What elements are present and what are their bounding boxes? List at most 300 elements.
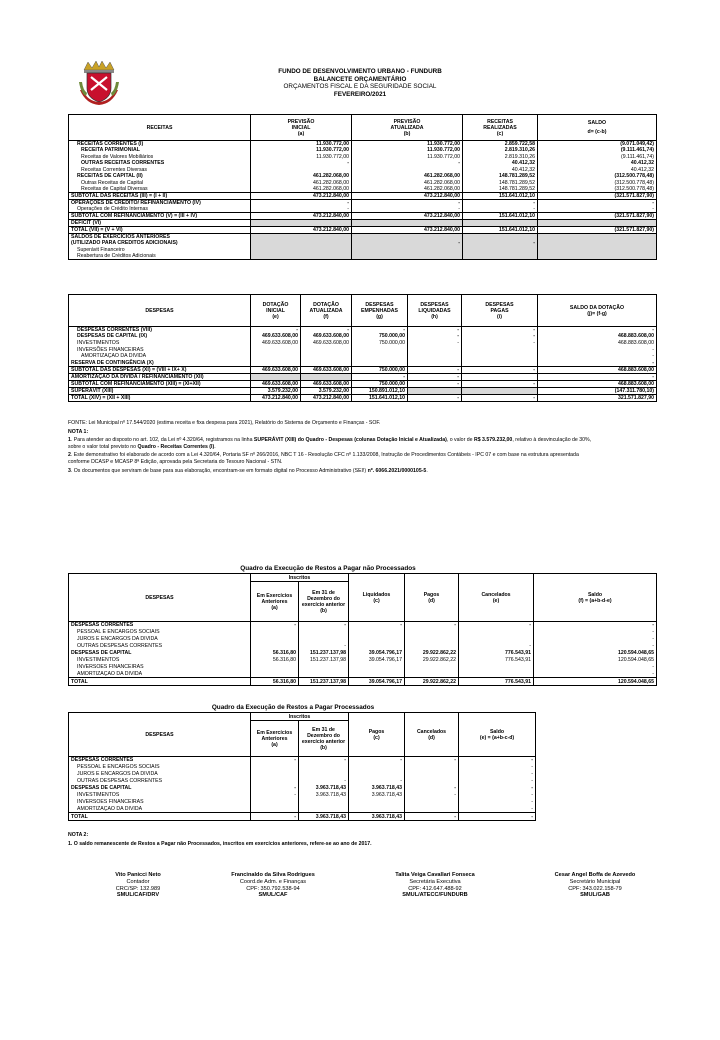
row-label: Receitas Correntes Diversas xyxy=(69,167,251,174)
value-cell xyxy=(462,387,538,394)
rpp-pagos-header: Pagos (c) xyxy=(349,713,405,757)
value-cell: - xyxy=(251,792,299,799)
value-cell: 473.212.840,00 xyxy=(352,193,463,200)
row-label: AMORTIZAÇÃO DA DÍVIDA xyxy=(69,806,251,813)
rpp-row xyxy=(69,799,536,806)
value-cell: - xyxy=(652,622,654,629)
value-cell: - xyxy=(652,670,654,677)
value-cell xyxy=(299,764,349,771)
value-cell: - xyxy=(408,333,462,340)
rpnp-saldo-header: Saldo (f) = (a+b-d-e) xyxy=(534,574,657,622)
value-cell xyxy=(301,359,352,366)
row-label: TOTAL xyxy=(69,678,251,686)
rpp-row xyxy=(69,785,536,792)
signer-unit: SMUL/CAF/DRV xyxy=(116,892,160,899)
rpnp-despesas-header: DESPESAS xyxy=(69,574,251,622)
value-cell: 750.000,00 xyxy=(352,340,408,347)
value-cell xyxy=(405,643,459,650)
value-cell xyxy=(301,353,352,360)
despesas-row xyxy=(69,340,657,347)
value-cell: 469.633.608,00 xyxy=(301,333,352,340)
value-cell: - xyxy=(352,160,463,167)
value-cell: 148.781.289,52 xyxy=(463,173,538,180)
rpnp-row xyxy=(69,664,657,671)
row-label: AMORTIZAÇÃO DA DÍVIDA xyxy=(69,353,251,360)
report-title: BALANCETE ORÇAMENTÁRIO xyxy=(313,75,407,83)
value-cell: - xyxy=(531,799,533,805)
value-cell: - xyxy=(299,622,349,629)
value-cell: 151.641.012,10 xyxy=(463,227,538,234)
rpnp-pagos-header: Pagos (d) xyxy=(405,574,459,622)
value-cell: - xyxy=(652,636,654,642)
value-cell: - xyxy=(301,327,352,334)
rpp-row xyxy=(69,757,536,764)
receitas-row xyxy=(69,220,657,227)
despesas-pagas-header: DESPESAS PAGAS (i) xyxy=(462,295,538,327)
value-cell xyxy=(349,799,405,806)
value-cell: 2.819.310,26 xyxy=(463,147,538,154)
receitas-row xyxy=(69,193,657,200)
value-cell: - xyxy=(462,366,538,373)
value-cell: 776.543,91 xyxy=(459,678,534,686)
rpp-row xyxy=(69,771,536,778)
value-cell: 469.633.608,00 xyxy=(251,333,301,340)
value-cell: 469.633.608,00 xyxy=(251,340,301,347)
row-label: INVERSÕES FINANCEIRAS xyxy=(69,799,251,806)
value-cell: 3.963.718,43 xyxy=(299,813,349,821)
value-cell xyxy=(251,671,299,678)
row-label: OUTRAS DESPESAS CORRENTES xyxy=(69,778,251,785)
value-cell xyxy=(299,671,349,678)
value-cell xyxy=(349,764,405,771)
row-label: Operações de Crédito Internas xyxy=(69,206,251,213)
value-cell xyxy=(405,664,459,671)
value-cell: 468.883.608,00 xyxy=(617,366,654,373)
value-cell: 473.212.840,00 xyxy=(352,213,463,220)
value-cell: - xyxy=(462,340,538,347)
value-cell xyxy=(251,664,299,671)
rpp-row xyxy=(69,778,536,785)
row-label: PESSOAL E ENCARGOS SOCIAIS xyxy=(69,764,251,771)
value-cell: - xyxy=(251,327,301,334)
value-cell: 3.579.232,00 xyxy=(251,387,301,394)
row-label: DESPESAS CORRENTES xyxy=(69,757,251,764)
value-cell: 473.212.840,00 xyxy=(251,227,352,234)
dotacao-inicial-header: DOTAÇÃO INICIAL (e) xyxy=(251,295,301,327)
notes-section-2 xyxy=(68,832,660,849)
value-cell: 39.054.796,17 xyxy=(349,657,405,664)
row-label: Receitas de Capital Diversas xyxy=(69,186,251,193)
row-label: Superávit Financeiro xyxy=(69,247,251,254)
value-cell xyxy=(459,671,534,678)
signer-name: Talita Veiga Cavallari Fonseca xyxy=(395,872,475,878)
despesas-row xyxy=(69,353,657,360)
receitas-realizadas-header: RECEITAS REALIZADAS (c) xyxy=(463,115,538,141)
row-label: RECEITA PATRIMONIAL xyxy=(69,147,251,154)
rpnp-inscritos-header: Inscritos xyxy=(251,574,349,582)
rpnp-row xyxy=(69,650,657,657)
value-cell: - xyxy=(408,366,462,373)
value-cell: (321.571.827,90) xyxy=(614,213,654,219)
value-cell: - xyxy=(652,353,654,360)
value-cell: - xyxy=(531,757,533,764)
value-cell: - xyxy=(299,643,349,650)
value-cell xyxy=(251,764,299,771)
row-label: DESPESAS DE CAPITAL (IX) xyxy=(69,333,251,340)
value-cell xyxy=(251,778,299,785)
value-cell: - xyxy=(405,622,459,629)
value-cell: - xyxy=(531,771,533,777)
value-cell: - xyxy=(462,327,538,334)
report-header xyxy=(160,68,560,98)
value-cell: - xyxy=(408,340,462,347)
rpnp-row xyxy=(69,678,657,686)
value-cell: 11.930.772,00 xyxy=(251,154,352,161)
value-cell: - xyxy=(652,629,654,635)
row-label: SUPERÁVIT (XIII) xyxy=(69,387,251,394)
value-cell xyxy=(405,629,459,636)
value-cell: 468.883.608,00 xyxy=(617,333,654,340)
value-cell xyxy=(405,806,459,813)
coat-of-arms-logo xyxy=(78,60,120,106)
value-cell: (321.571.827,90) xyxy=(614,227,654,233)
value-cell: 39.054.796,17 xyxy=(349,650,405,657)
value-cell: - xyxy=(299,778,349,785)
value-cell: 461.282.068,00 xyxy=(251,180,352,187)
value-cell: 29.922.862,22 xyxy=(405,650,459,657)
despesas-row xyxy=(69,333,657,340)
value-cell xyxy=(251,799,299,806)
rpnp-title: Quadro da Execução de Restos a Pagar não Processados xyxy=(240,565,416,572)
signer-role: Secretário Municipal xyxy=(569,878,621,885)
value-cell: - xyxy=(531,785,533,791)
value-cell: 151.237.137,98 xyxy=(299,650,349,657)
value-cell: - xyxy=(652,643,654,649)
value-cell: - xyxy=(349,757,405,764)
row-label: OPERAÇÕES DE CRÉDITO/ REFINANCIAMENTO (IV) xyxy=(69,200,251,207)
value-cell: 151.237.137,98 xyxy=(299,657,349,664)
rpp-table xyxy=(68,712,536,821)
value-cell xyxy=(251,636,299,643)
value-cell: 469.633.608,00 xyxy=(301,366,352,373)
value-cell: 469.633.608,00 xyxy=(301,340,352,347)
row-label: RECEITAS DE CAPITAL (II) xyxy=(69,173,251,180)
value-cell xyxy=(408,387,462,394)
value-cell xyxy=(251,220,352,227)
value-cell: - xyxy=(652,373,654,380)
value-cell xyxy=(349,664,405,671)
rpp-title: Quadro da Execução de Restos a Pagar Processados xyxy=(211,704,375,711)
rpnp-liquidados-header: Liquidados (c) xyxy=(349,574,405,622)
value-cell: 3.963.718,43 xyxy=(299,785,349,792)
value-cell: 473.212.840,00 xyxy=(251,213,352,220)
despesas-row xyxy=(69,394,657,401)
rpnp-row xyxy=(69,657,657,664)
value-cell: 469.633.608,00 xyxy=(251,366,301,373)
value-cell xyxy=(251,253,352,260)
value-cell xyxy=(405,636,459,643)
value-cell: - xyxy=(405,792,459,799)
value-cell xyxy=(408,353,462,360)
signer-id: CRC/SP: 132.989 xyxy=(115,885,161,892)
value-cell: 11.930.772,00 xyxy=(352,141,463,148)
value-cell: (9.111.461,74) xyxy=(621,153,654,160)
value-cell: - xyxy=(408,327,462,334)
note-3: 3. Os documentos que serviram de base para sua elaboração, encontram-se em formato digital no Processo Administrativo (SEI!) nº. 6066.2021/0000105-5. xyxy=(68,467,428,474)
row-label: SUBTOTAL DAS RECEITAS (III) = (I + II) xyxy=(69,193,251,200)
signature-block xyxy=(203,872,343,899)
value-cell xyxy=(463,253,538,260)
value-cell xyxy=(405,799,459,806)
despesas-header: DESPESAS xyxy=(69,295,251,327)
row-label: DÉFICIT (VI) xyxy=(69,220,251,227)
value-cell: 151.641.012,10 xyxy=(463,193,538,200)
rpnp-dezembro-header: Em 31 de Dezembro do exercício anterior (b) xyxy=(299,582,349,622)
value-cell: 750.000,00 xyxy=(352,366,408,373)
value-cell xyxy=(251,771,299,778)
rpnp-row xyxy=(69,643,657,650)
value-cell xyxy=(301,373,352,380)
value-cell: - xyxy=(531,805,533,812)
value-cell: - xyxy=(463,240,538,247)
value-cell xyxy=(352,359,408,366)
row-label: OUTRAS DESPESAS CORRENTES xyxy=(69,643,251,650)
value-cell: - xyxy=(531,813,533,820)
row-label: OUTRAS RECEITAS CORRENTES xyxy=(69,160,251,167)
signer-name: Francinaldo da Silva Rodrigues xyxy=(231,872,315,878)
signer-role: Contador xyxy=(126,878,150,885)
value-cell xyxy=(251,629,299,636)
value-cell xyxy=(349,671,405,678)
value-cell xyxy=(349,636,405,643)
value-cell: - xyxy=(459,622,534,629)
value-cell xyxy=(462,373,538,380)
despesas-row xyxy=(69,346,657,353)
signer-unit: SMUL/CAF xyxy=(258,892,288,899)
rpnp-row xyxy=(69,622,657,629)
value-cell xyxy=(349,629,405,636)
value-cell: - xyxy=(531,792,533,798)
signer-unit: SMUL/ATECC/FUNDURB xyxy=(402,892,468,899)
rpp-row xyxy=(69,806,536,813)
value-cell xyxy=(408,359,462,366)
value-cell: - xyxy=(531,778,533,784)
value-cell xyxy=(405,771,459,778)
value-cell: 11.930.772,00 xyxy=(251,147,352,154)
value-cell: - xyxy=(408,394,462,401)
value-cell: (147.311.780,10) xyxy=(614,387,654,394)
source-note: FONTE: Lei Municipal nº 17.544/2020 (estima receita e fixa despesa para 2021), Relatório do Sistema de Orçamento e Finanças - SOF. xyxy=(68,420,381,426)
value-cell: - xyxy=(251,200,352,207)
row-label: Outras Receitas de Capital xyxy=(69,180,251,187)
value-cell xyxy=(301,346,352,353)
row-label: SUBTOTAL COM REFINANCIAMENTO (XIII) = (XI+XII) xyxy=(69,380,251,387)
value-cell: 120.594.048,65 xyxy=(617,650,654,656)
value-cell: (9.111.461,74) xyxy=(620,147,654,154)
previsao-atualizada-header: PREVISÃO ATUALIZADA (b) xyxy=(352,115,463,141)
value-cell: - xyxy=(405,813,459,821)
value-cell: 468.883.608,00 xyxy=(617,380,654,387)
row-label: Receitas de Valores Mobiliários xyxy=(69,154,251,161)
value-cell xyxy=(538,220,657,227)
rpp-row xyxy=(69,813,536,821)
value-cell: (312.500.778,48) xyxy=(614,179,654,186)
value-cell xyxy=(251,643,299,650)
row-label: RECEITAS CORRENTES (I) xyxy=(69,141,251,148)
value-cell: 151.237.137,98 xyxy=(299,678,349,686)
value-cell: 473.212.840,00 xyxy=(251,394,301,401)
row-label: DESPESAS DE CAPITAL xyxy=(69,650,251,657)
value-cell: 469.633.608,00 xyxy=(251,380,301,387)
despesas-row xyxy=(69,387,657,394)
nota1-title: NOTA 1: xyxy=(68,428,89,435)
value-cell: - xyxy=(462,333,538,340)
value-cell: - xyxy=(251,813,299,821)
signature-block xyxy=(365,872,505,899)
value-cell xyxy=(299,771,349,778)
value-cell: 56.316,80 xyxy=(251,657,299,664)
value-cell: 469.633.608,00 xyxy=(301,380,352,387)
value-cell: - xyxy=(349,778,405,785)
value-cell xyxy=(405,778,459,785)
value-cell: - xyxy=(463,206,538,213)
rpnp-anteriores-header: Em Exercícios Anteriores (a) xyxy=(251,582,299,622)
value-cell xyxy=(251,373,301,380)
rpp-dezembro-header: Em 31 de Dezembro do exercício anterior (b) xyxy=(299,721,349,757)
signer-name: Vito Panicci Neto xyxy=(115,872,161,878)
value-cell: 3.963.718,43 xyxy=(349,813,405,821)
value-cell: 151.641.012,10 xyxy=(352,394,408,401)
receitas-row xyxy=(69,253,657,260)
value-cell: 151.641.012,10 xyxy=(463,213,538,220)
value-cell: 3.963.718,43 xyxy=(299,792,349,799)
rpp-inscritos-header: Inscritos xyxy=(251,713,349,721)
rpnp-row xyxy=(69,629,657,636)
value-cell: 461.282.068,00 xyxy=(352,180,463,187)
row-label: DESPESAS CORRENTES xyxy=(69,622,251,629)
value-cell xyxy=(463,220,538,227)
value-cell xyxy=(462,359,538,366)
value-cell: 3.963.718,43 xyxy=(349,792,405,799)
value-cell: - xyxy=(652,346,654,353)
value-cell xyxy=(459,629,534,636)
value-cell: - xyxy=(652,327,654,334)
value-cell xyxy=(352,220,463,227)
value-cell: 461.282.068,00 xyxy=(251,186,352,193)
value-cell: 40.412,32 xyxy=(630,166,654,173)
value-cell: - xyxy=(652,206,654,212)
receitas-row xyxy=(69,227,657,234)
value-cell xyxy=(462,353,538,360)
row-label: JUROS E ENCARGOS DA DÍVIDA xyxy=(69,771,251,778)
value-cell: - xyxy=(251,160,352,167)
despesas-row xyxy=(69,359,657,366)
row-label: SUBTOTAL DAS DESPESAS (XI) = (VIII + IX+ X) xyxy=(69,366,251,373)
row-label: AMORTIZAÇÃO DA DÍVIDA / REFINANCIAMENTO (XII) xyxy=(69,373,251,380)
despesas-row xyxy=(69,327,657,334)
value-cell: 473.212.840,00 xyxy=(251,193,352,200)
note-1: 1. Para atender ao disposto no art. 102, da Lei nº 4.320/64, registramos na linha SUPERÁVIT (XIII) do Quadro - Despesas (colunas Dotação Inicial e Atualizada), o valor de R$ 3.579.232,00, relativo à desvinculação de 30%, sobre o valor total previsto no Quadro - Receitas Correntes (I). xyxy=(68,437,592,450)
despesas-liquidadas-header: DESPESAS LIQUIDADAS (h) xyxy=(408,295,462,327)
value-cell xyxy=(352,353,408,360)
row-label: INVERSÕES FINANCEIRAS xyxy=(69,664,251,671)
previsao-inicial-header: PREVISÃO INICIAL (a) xyxy=(251,115,352,141)
row-label: SUBTOTAL COM REFINANCIAMENTO (V) = (III + IV) xyxy=(69,213,251,220)
value-cell: - xyxy=(463,200,538,207)
value-cell xyxy=(352,253,463,260)
signer-role: Coord.de Adm. e Finanças xyxy=(239,878,307,885)
row-label: DESPESAS DE CAPITAL xyxy=(69,785,251,792)
signature-block xyxy=(525,872,665,899)
row-label: DESPESAS CORRENTES (VIII) xyxy=(69,327,251,334)
value-cell: - xyxy=(352,327,408,334)
value-cell: 40.412,32 xyxy=(463,167,538,174)
value-cell: 29.922.862,22 xyxy=(405,678,459,686)
row-label: TOTAL (VII) = (V + VI) xyxy=(69,227,251,234)
value-cell: (312.500.778,48) xyxy=(614,173,654,180)
value-cell xyxy=(349,806,405,813)
value-cell xyxy=(299,636,349,643)
despesas-row xyxy=(69,373,657,380)
value-cell xyxy=(299,664,349,671)
signer-id: CPF: 412.647.488-92 xyxy=(408,885,462,892)
value-cell xyxy=(349,643,405,650)
signer-id: CPF: 343.022.158-79 xyxy=(568,885,622,892)
value-cell: 3.963.718,43 xyxy=(349,785,405,792)
rpp-row xyxy=(69,792,536,799)
value-cell: - xyxy=(459,643,534,650)
value-cell xyxy=(251,359,301,366)
despesas-row xyxy=(69,366,657,373)
row-label: INVERSÕES FINANCEIRAS xyxy=(69,346,251,353)
value-cell xyxy=(251,806,299,813)
value-cell: - xyxy=(349,622,405,629)
row-label: PESSOAL E ENCARGOS SOCIAIS xyxy=(69,629,251,636)
receitas-row xyxy=(69,213,657,220)
value-cell: 776.543,91 xyxy=(459,650,534,657)
value-cell: - xyxy=(251,206,352,213)
value-cell: 120.594.048,65 xyxy=(617,657,654,663)
signer-role: Secretária Executiva xyxy=(409,878,461,885)
value-cell xyxy=(459,664,534,671)
value-cell: - xyxy=(462,394,538,401)
rpp-saldo-header: Saldo (e) = (a+b-c-d) xyxy=(459,713,536,757)
value-cell xyxy=(299,806,349,813)
value-cell: - xyxy=(408,373,462,380)
rpnp-cancelados-header: Cancelados (e) xyxy=(459,574,534,622)
value-cell xyxy=(462,346,538,353)
fund-name: FUNDO DE DESENVOLVIMENTO URBANO - FUNDURB xyxy=(278,68,442,75)
value-cell: - xyxy=(352,206,463,213)
row-label: JUROS E ENCARGOS DA DÍVIDA xyxy=(69,636,251,643)
value-cell xyxy=(459,636,534,643)
value-cell: 120.594.048,65 xyxy=(617,678,654,685)
rpnp-row xyxy=(69,636,657,643)
value-cell: 321.571.827,90 xyxy=(617,394,654,401)
receitas-header: RECEITAS xyxy=(69,115,251,141)
note-4: 1. O saldo remanescente de Restos a Pagar não Processados, inscritos em exercícios anteriores, refere-se ao ano de 2017. xyxy=(68,840,372,847)
value-cell: - xyxy=(352,373,408,380)
value-cell xyxy=(405,764,459,771)
value-cell: - xyxy=(299,757,349,764)
value-cell: 468.883.608,00 xyxy=(617,339,654,346)
value-cell: 461.282.068,00 xyxy=(352,173,463,180)
value-cell xyxy=(538,253,657,260)
value-cell xyxy=(251,353,301,360)
row-label: Reabertura de Créditos Adicionais xyxy=(69,253,251,260)
value-cell: 461.282.068,00 xyxy=(251,173,352,180)
value-cell: - xyxy=(652,359,654,366)
